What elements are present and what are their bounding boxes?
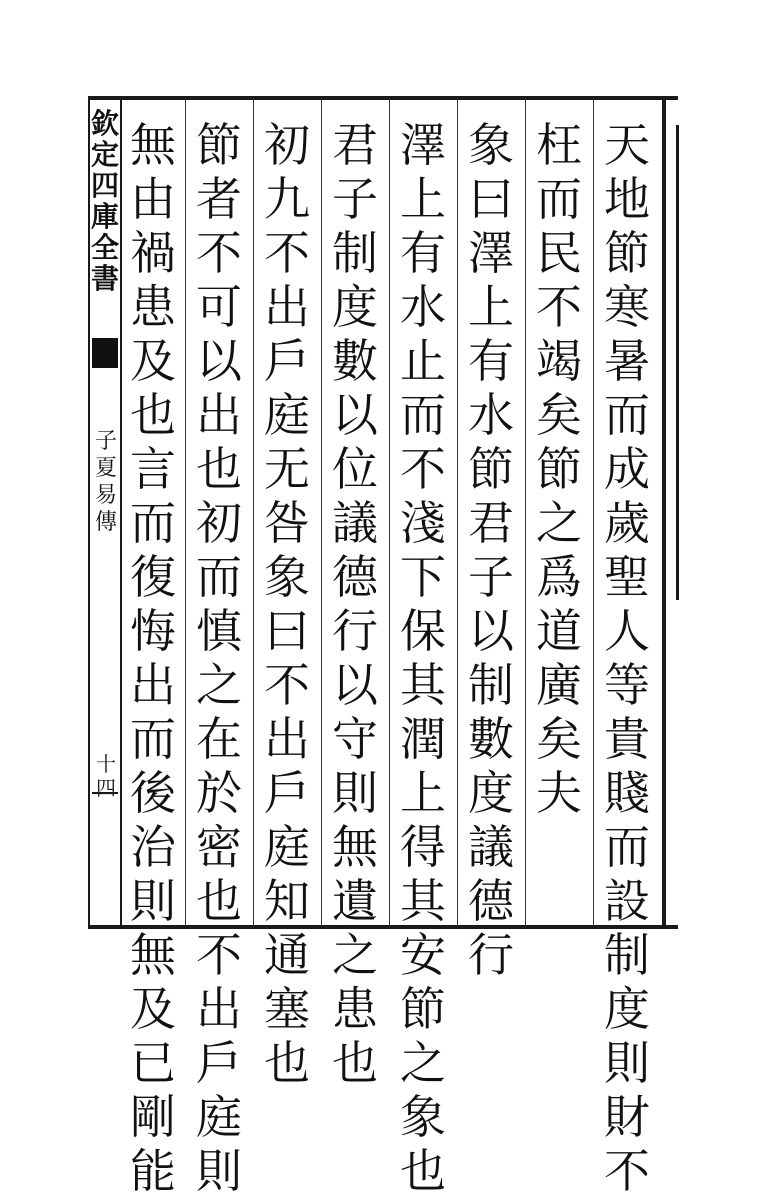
column-divider	[593, 98, 594, 925]
text-column-3: 象曰澤上有水節君子以制數度議德行	[468, 118, 514, 982]
frame-right-inner-rule	[676, 125, 679, 600]
column-divider	[253, 98, 254, 925]
margin-book-title: 子夏易傳	[94, 429, 117, 535]
text-column-5: 君子制度數以位議德行以守則無遺之患也	[332, 118, 378, 1090]
text-column-6: 初九不出戶庭无咎象曰不出戶庭知通塞也	[264, 118, 310, 1090]
column-divider	[525, 98, 526, 925]
margin-collection-title: 欽定四庫全書	[90, 107, 119, 295]
frame-top-rule	[88, 96, 678, 100]
margin-page-number: 十四	[96, 752, 116, 800]
margin-fish-tail-mark	[92, 338, 118, 368]
text-column-8: 無由禍患及也言而復悔出而後治則無及已剛能	[130, 118, 176, 1198]
text-column-1: 天地節寒暑而成歲聖人等貴賤而設制度則財不	[604, 118, 650, 1198]
frame-right-rule	[662, 96, 666, 929]
column-divider	[457, 98, 458, 925]
text-column-2: 枉而民不竭矣節之爲道廣矣夫	[536, 118, 582, 820]
text-column-4: 澤上有水止而不淺下保其潤上得其安節之象也	[400, 118, 446, 1198]
margin-page-rule	[92, 792, 118, 794]
column-divider	[185, 98, 186, 925]
frame-left-rule	[120, 98, 122, 927]
text-column-7: 節者不可以出也初而慎之在於密也不出戶庭則	[196, 118, 242, 1198]
column-divider	[321, 98, 322, 925]
column-divider	[389, 98, 390, 925]
